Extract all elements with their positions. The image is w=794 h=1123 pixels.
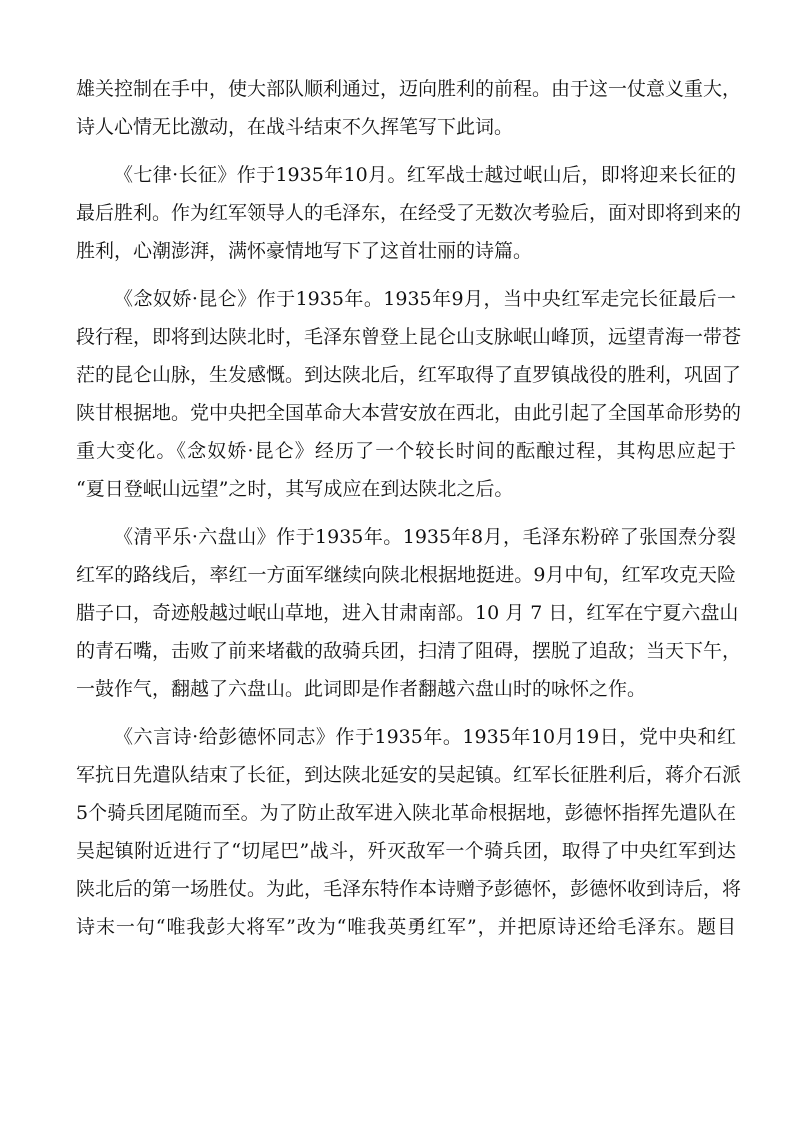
- text-line: 军抗日先遣队结束了长征，到达陕北延安的吴起镇。红军长征胜利后，蒋介石派: [76, 764, 742, 786]
- paragraph-5: [76, 718, 742, 946]
- text-line: 诗末一句“唯我彭大将军”改为“唯我英勇红军”，并把原诗还给毛泽东。题目: [76, 916, 736, 938]
- text-line: 腊子口，奇迹般越过岷山草地，进入甘肃南部。10 月 7 日，红军在宁夏六盘山: [76, 602, 739, 624]
- text-line: 陕北后的第一场胜仗。为此，毛泽东特作本诗赠予彭德怀，彭德怀收到诗后，将: [76, 878, 742, 900]
- text-line: 《念奴娇·昆仑》作于1935年。1935年9月，当中央红军走完长征最后一: [114, 288, 736, 310]
- text-line: 陕甘根据地。党中央把全国革命大本营安放在西北，由此引起了全国革命形势的: [76, 402, 742, 424]
- paragraph-3: [76, 280, 742, 508]
- text-line: 吴起镇附近进行了“切尾巴”战斗，歼灭敌军一个骑兵团，取得了中央红军到达: [76, 840, 736, 862]
- text-line: “夏日登岷山远望”之时，其写成应在到达陕北之后。: [76, 478, 514, 500]
- text-line: 《七律·长征》作于1935年10月。红军战士越过岷山后，即将迎来长征的: [114, 164, 736, 186]
- body-text: [76, 70, 742, 956]
- paragraph-1: [76, 70, 742, 146]
- text-line: 红军的路线后，率红一方面军继续向陕北根据地挺进。9月中旬，红军攻克天险: [76, 564, 736, 586]
- text-line: 诗人心情无比激动，在战斗结束不久挥笔写下此词。: [76, 116, 514, 138]
- text-line: 重大变化。《念奴娇·昆仑》经历了一个较长时间的酝酿过程，其构思应起于: [76, 440, 736, 462]
- paragraph-4: [76, 518, 742, 708]
- text-line: 《六言诗·给彭德怀同志》作于1935年。1935年10月19日，党中央和红: [114, 726, 736, 748]
- text-line: 最后胜利。作为红军领导人的毛泽东，在经受了无数次考验后，面对即将到来的: [76, 202, 742, 224]
- text-line: 胜利，心潮澎湃，满怀豪情地写下了这首壮丽的诗篇。: [76, 240, 533, 262]
- text-line: 的青石嘴，击败了前来堵截的敌骑兵团，扫清了阻碍，摆脱了追敌；当天下午，: [76, 640, 742, 662]
- text-line: 茫的昆仑山脉，生发感慨。到达陕北后，红军取得了直罗镇战役的胜利，巩固了: [76, 364, 742, 386]
- text-line: 段行程，即将到达陕北时，毛泽东曾登上昆仑山支脉岷山峰顶，远望青海一带苍: [76, 326, 742, 348]
- text-line: 雄关控制在手中，使大部队顺利通过，迈向胜利的前程。由于这一仗意义重大，: [76, 78, 742, 100]
- paragraph-2: [76, 156, 742, 270]
- text-line: 《清平乐·六盘山》作于1935年。1935年8月，毛泽东粉碎了张国焘分裂: [114, 526, 736, 548]
- text-line: 5个骑兵团尾随而至。为了防止敌军进入陕北革命根据地，彭德怀指挥先遣队在: [76, 802, 736, 824]
- text-line: 一鼓作气，翻越了六盘山。此词即是作者翻越六盘山时的咏怀之作。: [76, 678, 647, 700]
